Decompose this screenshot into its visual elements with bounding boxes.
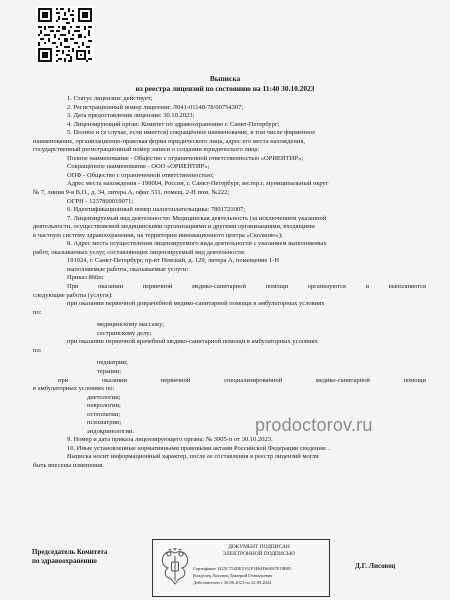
line-names-intro-3: государственный регистрационный номер записи о создании юридического лица: <box>33 146 260 154</box>
line-neurology: неврологии; <box>87 402 121 410</box>
line-disclaimer-2: быть внесены изменения. <box>33 461 104 469</box>
line-short-name: Сокращённое наименование - ООО «ОРИЕНТИР»; <box>67 163 210 171</box>
line-activity-3: в частную систему здравоохранения, на территории инновационного центра «Сколково»); <box>33 231 283 239</box>
line-specialized-care-2: в амбулаторных условиях по: <box>33 385 115 393</box>
signer-name: Д.Г. Лисовец <box>355 562 396 570</box>
line-prenursing: при оказании первичной доврачебной медико-санитарной помощи в амбулаторных условиях <box>67 300 325 308</box>
coat-of-arms-icon <box>159 548 191 586</box>
line-specialized-care: при оказании первичной специализированной медико-санитарной помощи <box>58 376 426 384</box>
line-ogrn: ОГРН - 1237800019071; <box>67 197 134 205</box>
line-inn: 6. Идентификационный номер налогоплательщика: 7801721007; <box>67 206 246 214</box>
qr-code <box>36 6 94 64</box>
line-names-intro-2: наименование, организационно-правовая форма юридического лица, адрес его места нахождения, <box>33 137 305 145</box>
line-primary-care: При оказании первичной медико-санитарной помощи организуются и выполняются <box>67 283 426 291</box>
stamp-heading <box>193 544 325 558</box>
line-place-address: 191024, г. Санкт-Петербург, пр-кт Невский, д. 129, литера А, помещение 1-Н <box>67 257 280 265</box>
line-physician-care: при оказании первичной врачебной медико-санитарной помощи в амбулаторных условиях <box>67 338 318 346</box>
line-disclaimer: Выписка носит информационный характер, после ее составления в реестр лицензий могли <box>67 453 319 461</box>
line-pediatrics: педиатрии; <box>97 359 128 367</box>
line-works: выполняемые работы, оказываемые услуги: <box>67 265 189 273</box>
stamp-certificate: Сертификат 3425C754DE5151F3F64F66E67E18B05 <box>193 566 292 571</box>
line-order-number: 9. Номер и дата приказа лицензирующего органа: № 3905-п от 30.10.2023. <box>67 436 273 444</box>
line-address-2: № 7, линия 9-я В.О., д. 34, литера А, офис 511, помещ. 2-Н пом. №222; <box>33 189 230 197</box>
line-po-2: по: <box>33 346 42 354</box>
electronic-signature-stamp <box>152 539 330 597</box>
stamp-validity: Действителен с 30.06.2023 по 22.09.2024 <box>193 580 272 585</box>
signer-title <box>32 548 107 566</box>
doc-title: Выписка <box>209 74 241 83</box>
line-date: 3. Дата предоставления лицензии: 30.10.2023; <box>67 112 195 120</box>
line-place: 8. Адрес места осуществления лицензируемого вида деятельности с указанием выполняемых <box>67 240 327 248</box>
line-other-info: 10. Иные установленные нормативными правовыми актами Российской Федерации сведения: . <box>67 444 330 452</box>
line-osteopathy: остеопатии; <box>87 410 121 418</box>
line-status: 1. Статус лицензии: действует; <box>67 95 153 102</box>
doc-subtitle: из реестра лицензий по состоянию на 11:40 30.10.2023 <box>135 84 315 93</box>
line-dietology: диетологии; <box>87 393 121 401</box>
line-nursing: сестринскому делу; <box>97 329 152 337</box>
line-primary-care-2: следующие работы (услуги): <box>33 291 113 299</box>
stamp-heading-line-1: ДОКУМЕНТ ПОДПИСАН <box>228 544 290 550</box>
line-po-1: по: <box>33 308 42 316</box>
stamp-owner: Владелец Лисовец Дмитрий Геннадьевич <box>193 573 273 578</box>
signer-title-line-1: Председатель Комитета <box>32 548 108 556</box>
line-opf: ОПФ - Общество с ограниченной ответственностью; <box>67 171 214 179</box>
signer-title-line-2: по здравоохранению <box>32 557 97 565</box>
line-activity: 7. Лицензируемый вид деятельности: Медицинская деятельность (за исключением указанной <box>67 214 327 222</box>
line-activity-2: деятельности, осуществляемой медицинскими организациями и другими организациями, входящими <box>33 223 315 231</box>
line-psychiatry: психиатрии; <box>87 419 122 427</box>
line-massage: медицинскому массажу; <box>97 321 165 329</box>
stamp-heading-line-2: ЭЛЕКТРОННОЙ ПОДПИСЬЮ <box>222 551 296 557</box>
line-endocrinology: эндокринологии. <box>87 427 135 435</box>
line-order: Приказ 866н; <box>67 274 104 282</box>
line-address: Адрес места нахождения - 199004, Россия, г. Санкт-Петербург, вн.тер.г. муниципальный округ <box>67 180 329 188</box>
line-names-intro: 5. Полное и (в случае, если имеется) сокращённое наименование, в том числе фирменное <box>67 129 316 137</box>
line-full-name: Полное наименование - Общество с ограниченной ответственностью «ОРИЕНТИР»; <box>67 154 304 162</box>
line-authority: 4. Лицензирующий орган: Комитет по здравоохранению г. Санкт-Петербург; <box>67 120 280 128</box>
qr-code-icon <box>36 6 94 64</box>
line-place-2: работ, оказываемых услуг, составляющих лицензируемый вид деятельности: <box>33 248 246 256</box>
line-therapy: терапии; <box>97 367 122 375</box>
line-reg-number: 2. Регистрационный номер лицензии: Л041-01148-78/00754307; <box>67 103 244 111</box>
watermark: prodoctorov.ru <box>255 415 373 435</box>
